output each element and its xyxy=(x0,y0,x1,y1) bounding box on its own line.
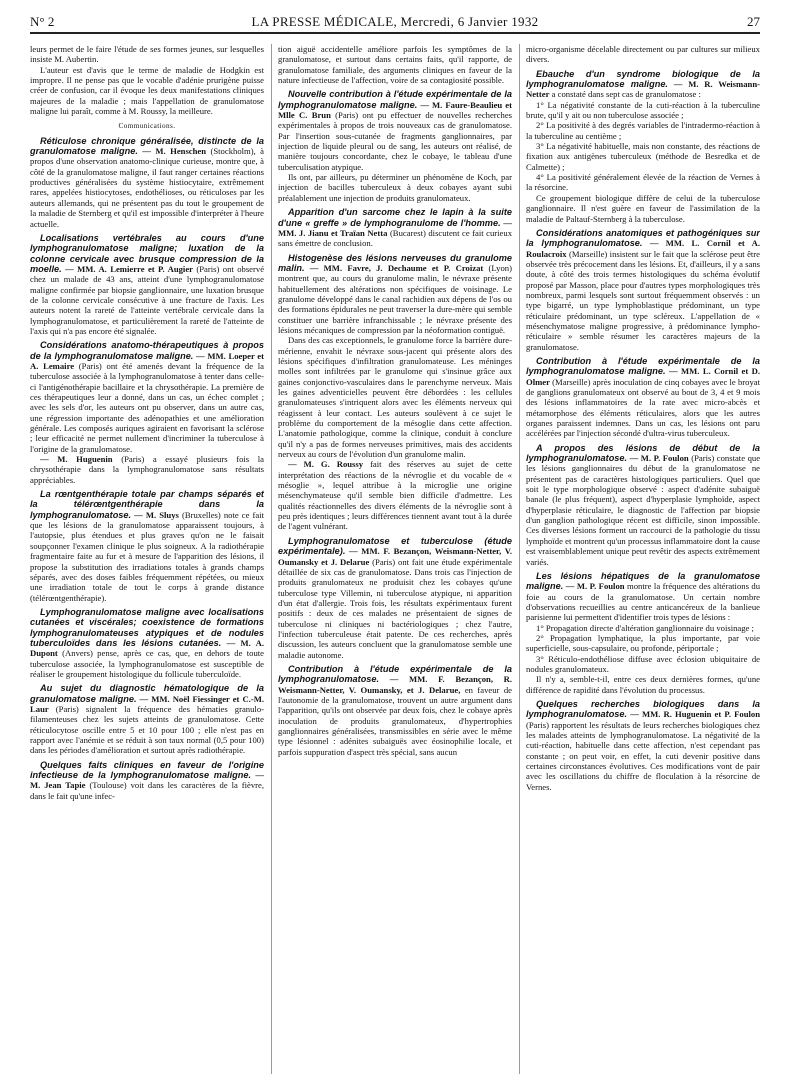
entry-body: (Paris) a essayé plusieurs fois la chrysothérapie dans la lymphogranulomatose sans résultats appréciables. xyxy=(30,454,264,485)
entry-author: — M. G. Roussy xyxy=(288,459,364,470)
entry-body: (Paris) rapportent les résultats de leurs recherches biologiques chez les malades atteints de lymphogranulomatose. La négativité de la cuti-réaction, habituelle dans cette affection, n'est cependant pas constante ; on peut voir, en effet, la cuti devenir positive dans certaines circonstances évolutives. Ces modifications vont de pair avec les oscillations du chiffre de floculation à la résorcine de Vernes. xyxy=(526,719,760,792)
entry-body: (Toulouse) voit dans les caractères de la fièvre, dans le fait qu'une infec- xyxy=(30,780,264,801)
entry-author: — MM. Favre, J. Dechaume et P. Croizat xyxy=(309,262,484,273)
paragraph: Ils ont, par ailleurs, pu déterminer un phénomène de Koch, par injection de bacilles tuberculeux à deux cobayes ayant subi préalablement une injection de produits granulomateux. xyxy=(278,172,512,203)
communication-entry xyxy=(526,571,760,623)
paragraph: micro-organisme décelable directement ou par cultures sur milieux divers. xyxy=(526,44,760,65)
communication-entry xyxy=(526,69,760,100)
list-item: 3° Réticulo-endothéliose diffuse avec éclosion ubiquitaire de nodules granulomateux. xyxy=(526,653,760,674)
communication-entry xyxy=(30,760,264,801)
entry-body: en faveur de l'autonomie de la granulomatose, trouvent un autre argument dans l'apparition, qu'ils ont observée par deux fois, chez le cobaye après inoculation de produits granulomateux, d'hypertrophies ganglionnaires généralisées, transmissibles en série avec le même type lésionnel : adénites subaiguës avec éosinophilie locale, et parfois suppuration d'aspect très spécial, sans aucun xyxy=(278,684,512,757)
entry-title: Considérations anatomiques et pathogéniques sur la lymphogranulomatose. xyxy=(526,227,760,249)
issue-number: N° 2 xyxy=(30,14,55,29)
communication-entry xyxy=(30,340,264,454)
column-divider xyxy=(271,44,272,1074)
entry-author: — MM. R. Huguenin et P. Foulon xyxy=(630,709,760,720)
entry-body: (Paris) constate que les lésions ganglionnaires du début de la granulomatose ne présentent pas de caractères histologiques particuliers. Quel que soit le type morphologique observé : aspect d'adénite subaiguë banale (le plus fréquent), aspect d'hyperplasie lymphoïde, aspect d'hyperplasie réticulaire, le diagnostic de l'affection par biopsie d'un ganglion pathologique récent est difficile, sinon impossible. Ces diverses lésions forment un raccourci de la pathologie du tissu lymphoïde et montrent qu'un processus inflammatoire dont la cause est vraisemblablement unique peut revêtir des aspects extrêmement variés. xyxy=(526,453,760,567)
discussion-paragraph xyxy=(30,454,264,485)
entry-body: (Paris) ont observé chez un malade de 43 ans, atteint d'une lymphogranulomatose maligne confirmée par biopsie ganglionnaire, une luxation brusque de la colonne cervicale consécutive à une fracture de l'axis. Les auteurs notent la rareté de l'atteinte vertébrale cervicale dans la lymphogranulomatose, et particulièrement la rareté de l'atteinte de l'axis qui n'a pas encore été signalée. xyxy=(30,263,264,336)
entry-title: Lymphogranulomatose et tuberculose (étude expérimentale). xyxy=(278,535,512,557)
entry-author: — MM. Noël Fiessinger et C.-M. Laur xyxy=(30,693,264,714)
entry-body: fait des réserves au sujet de cette interprétation des réactions de la névroglie et du vocable de « mésoglie », lequel attribue à la microglie une origine mésenchymateuse qu'il semble bien difficile d'admettre. Les qualités réactionnelles des divers éléments de la névroglie sont à peu près identiques ; leurs différences tiennent avant tout à la durée de l'agent vulnérant. xyxy=(278,459,512,532)
column-3 xyxy=(526,44,760,1074)
entry-author: — M. A. Dupont xyxy=(30,637,264,659)
communication-entry xyxy=(30,489,264,603)
paragraph: Ce groupement biologique diffère de celui de la tuberculose ganglionnaire. Il n'est guère en faveur de l'assimilation de la maladie de Paltauf-Sternberg à la tuberculose. xyxy=(526,192,760,224)
entry-author: — MM. J. Jianu et Traïan Netta xyxy=(278,217,512,238)
communication-entry xyxy=(526,228,760,352)
list-item: 2° Propagation lymphatique, la plus importante, par voie superficielle, sous-capsulaire, ou profonde, périportale ; xyxy=(526,632,760,654)
entry-body: (Bruxelles) note ce fait que les lésions de la granulomatose apparaissent toujours, à l'autopsie, plus étendues et plus graves qu'on ne le faisait soupçonner l'examen clinique le plus soigneux. A la radiothérapie fragmentaire faite au fur et à mesure de l'apparition des lésions, il propose la substitution des irradiations totales à grands champs séparés, avec des doses faibles fréquemment répétées, ou mieux une irradiation totale de tout le corps à grande distance (télérœntgenthérapie). xyxy=(30,509,264,603)
paragraph: Il n'y a, semble-t-il, entre ces deux dernières formes, qu'une différence de rapidité dans l'évolution du processus. xyxy=(526,674,760,695)
communication-entry xyxy=(30,136,264,229)
entry-author: — MM. F. Bezançon, Weismann-Netter, V. Oumansky et J. Delarue xyxy=(278,546,512,567)
entry-title: Contribution à l'étude expérimentale de la lymphogranulomatose. xyxy=(278,663,512,685)
entry-author: — M. Jean Tapie xyxy=(30,770,264,791)
entry-body: (Paris) ont été amenés devant la fréquence de la tuberculose associée à la lymphogranulomatose à tenter dans celle-ci l'antigénothérapie bacillaire et la chrysothérapie. La première de ces thérapeutiques leur a donné, dans un cas, un échec complet ; avec les sels d'or, les auteurs ont pu observer, dans un autre cas, une régression importante des adénopathies et une amélioration générale. Les composés auriques agiraient en favorisant la sclérose ; leur efficacité ne permet nullement d'incriminer la tuberculose à l'origine de la granulomatose. xyxy=(30,360,264,454)
communication-entry xyxy=(278,89,512,172)
communication-entry xyxy=(278,664,512,757)
entry-body: (Marseille) insistent sur le fait que la sclérose peut être observée très précocement dans les lésions. Et, d'ailleurs, il y a sans doute, à côté des trois termes histologiques du schéma évolutif proposé par Masson, place pour d'autres types morphologiques très nombreux, parmi lesquels sont surtout fréquemment observés : un type bigarré, un type lymphoblastique prédominant, un type réticulaire prédominant, un type scléreux. L'appellation de « mésenchymatose maligne progressive, à prédominance lympho-réticulaire » semble résumer les caractères majeurs de la granulomatose. xyxy=(526,248,760,352)
communication-entry xyxy=(278,253,512,336)
entry-title: Quelques faits cliniques en faveur de l'origine infectieuse de la lymphogranulomatose maligne. xyxy=(30,759,264,781)
page-number: 27 xyxy=(747,14,760,29)
entry-body: (Anvers) pense, après ce cas, que, en dehors de toute tuberculose associée, la lymphogranulomatose est susceptible de réaliser le groupement histologique du follicule tuberculoïde. xyxy=(30,648,264,679)
section-rubric: Communications. xyxy=(118,122,176,131)
communication-entry xyxy=(278,207,512,248)
list-item: 4° La positivité généralement élevée de la réaction de Vernes à la résorcine. xyxy=(526,172,760,193)
paragraph: L'auteur est d'avis que le terme de maladie de Hodgkin est impropre. Il ne pense pas que le vocable d'adénie prurigène puisse créer de confusion, car il évoque les deux manifestations cliniques majeures de la maladie ; mais l'appellation de granulomatose maligne lui paraît, comme à M. Roussy, la meilleure. xyxy=(30,64,264,117)
column-1 xyxy=(30,44,264,1074)
entry-author: — MM. F. Bezançon, R. Weismann-Netter, V. Oumansky, et J. Delarue, xyxy=(278,674,512,695)
communication-entry xyxy=(526,356,760,439)
entry-body: (Paris) ont pu effectuer de nouvelles recherches expérimentales à propos de trois nouveaux cas de granulomatose. Par l'insertion sous-cutanée de fragments ganglionnaires, par injection de liquide pleural ou de sang, les auteurs ont réalisé, de manière toujours concordante, chez le cobaye, le tableau d'une tuberculisation atypique. xyxy=(278,110,512,172)
communication-entry xyxy=(278,536,512,660)
entry-body: montre la fréquence des altérations du foie au cours de la granulomatose. Un certain nombre d'observations recueillies au centre anticancéreux de la banlieue parisienne lui permettent d'identifier trois types de lésions : xyxy=(526,581,760,623)
communication-entry xyxy=(526,443,760,567)
list-item: 1° Propagation directe d'altération ganglionnaire du voisinage ; xyxy=(536,622,754,633)
entry-author: — M. Faure-Beaulieu et Mlle C. Brun xyxy=(278,99,512,121)
entry-body: (Stockholm), à propos d'une observation anatomo-clinique curieuse, montre que, à côté de la granulomatose maligne, il faut ranger certaines réactions productives généralisées du système histiocytaire, extrêmement rares, appelées histiocytoses, endothélioses, ou réticuloses par les auteurs allemands, qui ne présentent pas du tout le groupement de la maladie de Sternberg et qu'il est impossible d'interpréter à l'heure actuelle. xyxy=(30,146,264,229)
communication-entry xyxy=(30,683,264,755)
entry-author: — M. Henschen xyxy=(142,146,207,157)
entry-title: Ebauche d'un syndrome biologique de la lymphogranulomatose maligne. xyxy=(526,68,760,90)
entry-title: Contribution à l'étude expérimentale de la lymphogranulomatose maligne. xyxy=(526,355,760,377)
entry-author: — MM. A. Lemierre et P. Augier xyxy=(65,263,193,274)
entry-body: (Paris) signalent la fréquence des hématies granulo-filamenteuses chez les sujets atteints de granulomatose. Cette réticulocytose oscille entre 5 et 10 pour 100 ; elle n'est pas en rapport avec l'anémie et se réduit à son taux normal (0,5 pour 100) dans les périodes d'amélioration et surtout après radiothérapie. xyxy=(30,703,264,756)
entry-title: A propos des lésions de début de la lymphogranulomatose. xyxy=(526,442,760,464)
entry-title: Histogenèse des lésions nerveuses du granulome malin. xyxy=(278,252,512,273)
entry-author: — M. P. Foulon xyxy=(629,453,689,464)
entry-body: (Paris) ont fait une étude expérimentale détaillée de six cas de granulomatose. Dans trois cas l'injection de produits granulomateux ne produisit chez les cobayes qu'une tuberculose type Villemin, ni tuberculose atypique, ni apparition d'un état d'allergie. Trois fois, les résultats expérimentaux furent positifs : deux de ces malades ne présentaient de signes de tuberculose ni cliniques ni bactériologiques ; chez l'autre, l'infection tuberculeuse était patente. De ces recherches, après discussion, les auteurs concluent que la granulomatose semble une maladie autonome. xyxy=(278,556,512,660)
article-columns xyxy=(30,44,760,1074)
communication-entry xyxy=(30,233,264,336)
discussion-paragraph xyxy=(278,459,512,531)
entry-title: Au sujet du diagnostic hématologique de la granulomatose maligne. xyxy=(30,683,264,704)
entry-title: Lymphogranulomatose maligne avec localisations cutanées et viscérales; coexistence de formations lymphogranulomateuses atypiques et de nodules tuberculoïdes dans les lésions cutanées. xyxy=(30,606,264,648)
entry-body: (Marseille) après inoculation de cinq cobayes avec le broyat de ganglions granulomateux ont observé au bout de 3, 4 et 9 mois des lésions inflammatoires de la rate avec micro-abcès et métamorphose des éléments réticulaires, alors que les autres organes paraissent indemnes. Dans un cas, les lésions ont paru accélérées par l'injection sécondé d'ultra-virus tuberculeux. xyxy=(526,376,760,439)
entry-title: Réticulose chronique généralisée, distincte de la granulomatose maligne. xyxy=(30,135,264,157)
entry-title: Quelques recherches biologiques dans la lymphogranulomatose. xyxy=(526,698,760,720)
entry-title: Nouvelle contribution à l'étude expérimentale de la lymphogranulomatose maligne. xyxy=(278,89,512,110)
entry-body: a constaté dans sept cas de granulomatose : xyxy=(551,89,701,100)
entry-author: — M. P. Foulon xyxy=(565,581,625,592)
list-item: 3° La négativité habituelle, mais non constante, des réactions de fixation aux antigènes tuberculeux (méthode de Besredka et de Calmette) ; xyxy=(526,141,760,172)
list-item: 2° La positivité à des degrés variables de l'intradermo-réaction à la tuberculine au centième ; xyxy=(526,120,760,141)
entry-title: Localisations vertébrales au cours d'une lymphogranulomatose maligne; luxation de la colonne cervicale avec brusque compression de la moelle. xyxy=(30,232,264,274)
list-item: 1° La négativité constante de la cuti-réaction à la tuberculine brute, qu'il y ait ou non tuberculose associée ; xyxy=(526,99,760,121)
journal-title: LA PRESSE MÉDICALE, Mercredi, 6 Janvier 1932 xyxy=(251,14,539,29)
entry-title: La rœntgenthérapie totale par champs séparés et la télérœntgenthérapie dans la lymphogranulomatose. xyxy=(30,489,264,520)
entry-author: — M. R. Weismann-Netter xyxy=(526,79,760,100)
entry-author: — M. Sluys xyxy=(134,509,179,520)
entry-author: — MM. L. Cornil et A. Roulacroix xyxy=(526,238,760,259)
entry-author: — M. Huguenin xyxy=(40,454,113,465)
entry-title: Les lésions hépatiques de la granulomatose maligne. xyxy=(526,570,760,592)
entry-title: Considérations anatomo-thérapeutiques à propos de la lymphogranulomatose maligne. xyxy=(30,340,264,361)
entry-title: Apparition d'un sarcome chez le lapin à la suite d'une « greffe » de lymphogranulome de l'homme. xyxy=(278,207,512,228)
paragraph: tion aiguë accidentelle améliore parfois les symptômes de la granulomatose, et surtout dans certains faits, qu'il rapporte, de granulomatose familiale, des arguments cliniques en faveur de la nature infectieuse de l'affection, voire de sa contagiosité possible. xyxy=(278,44,512,86)
entry-body: (Bucarest) discutent ce fait curieux sans émettre de conclusion. xyxy=(278,227,512,249)
communication-entry xyxy=(526,699,760,792)
communication-entry xyxy=(30,607,264,679)
column-divider xyxy=(519,44,520,1074)
paragraph: leurs permet de le faire l'étude de ses formes jeunes, sur lesquelles insiste M. Aubertin. xyxy=(30,44,264,65)
column-2 xyxy=(278,44,512,1074)
page-header xyxy=(30,6,760,34)
paragraph: Dans des cas exceptionnels, le granulome force la barrière dure-mérienne, envahit le névraxe sous-jacent qui présente alors des lésions spécifiques d'infiltration granulomateuse. Les méninges molles sont infiltrées par le granulome qui s'insinue grâce aux gaines conjonctivo-vasculaires dans le parenchyme nerveux. Mais les gaines adventicielles peuvent être débordées : les cellules granulomateuses s'intriquent alors avec les éléments nerveux qui réagissent à leur contact. Les auteurs soulèvent à ce sujet le problème du comportement de la mésoglie dans cette affection. L'anatomie pathologique, comme la clinique, conduit à conclure qu'il n'y a pas de formes nerveuses primitives, mais des accidents nerveux au cours de l'évolution d'un granulome malin. xyxy=(278,335,512,460)
entry-body: (Lyon) montrent que, au cours du granulome malin, le névraxe présente habituellement des altérations non spécifiques de voisinage. Le granulome développé dans le canal rachidien aux dépens de l'os ou des formations épidurales ne peut traverser la dure-mère qui semble constituer une barrière infranchissable ; le névraxe présente des lésions mécaniques de compression par la néoformation contiguë. xyxy=(278,262,512,335)
entry-author: — MM. Loeper et A. Lemaire xyxy=(30,350,264,371)
entry-author: — MM. L. Cornil et D. Olmer xyxy=(526,366,760,387)
